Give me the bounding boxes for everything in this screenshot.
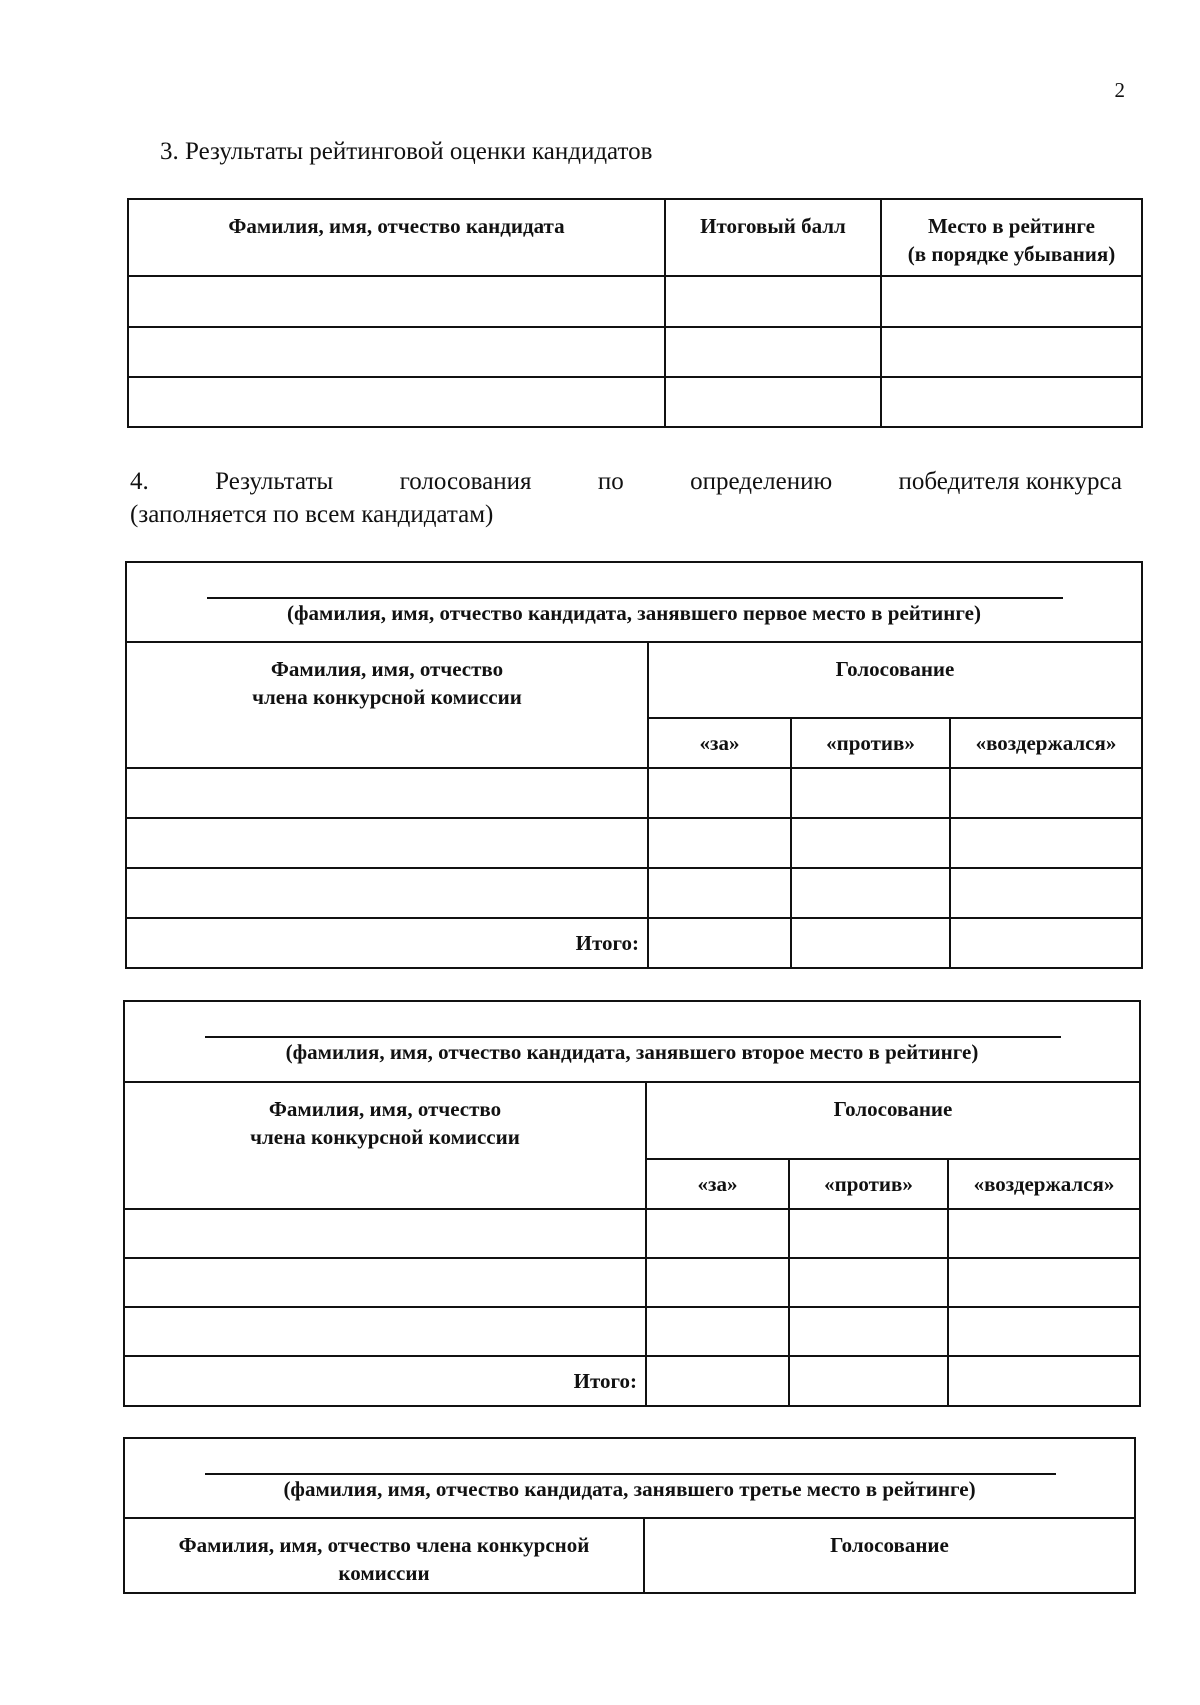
empty-cell[interactable] bbox=[126, 818, 648, 868]
candidate-caption: (фамилия, имя, отчество кандидата, занявшего третье место в рейтинге) bbox=[283, 1477, 976, 1501]
section-4-heading-line2: (заполняется по всем кандидатам) bbox=[130, 501, 494, 528]
empty-cell[interactable] bbox=[950, 768, 1142, 818]
voting-table-second-place bbox=[123, 1000, 1141, 1407]
heading-word: победителя конкурса bbox=[898, 468, 1122, 495]
empty-cell[interactable] bbox=[948, 1209, 1140, 1258]
table-row bbox=[128, 377, 1142, 427]
empty-cell[interactable] bbox=[646, 1209, 789, 1258]
empty-cell[interactable] bbox=[126, 768, 648, 818]
table-row bbox=[128, 276, 1142, 327]
rating-place-note: (в порядке убывания) bbox=[907, 242, 1116, 266]
empty-cell[interactable] bbox=[881, 377, 1142, 427]
empty-cell[interactable] bbox=[948, 1258, 1140, 1307]
col-header-total-score: Итоговый балл bbox=[665, 199, 881, 276]
heading-word: голосования bbox=[399, 468, 532, 495]
empty-cell[interactable] bbox=[665, 276, 881, 327]
section-4-heading-line1 bbox=[130, 465, 1122, 498]
total-abstain-cell[interactable] bbox=[948, 1356, 1140, 1406]
heading-word: Результаты bbox=[215, 468, 334, 495]
total-for-cell[interactable] bbox=[648, 918, 791, 968]
member-header-line: члена конкурсной комиссии bbox=[252, 685, 522, 709]
empty-cell[interactable] bbox=[789, 1307, 948, 1356]
empty-cell[interactable] bbox=[950, 868, 1142, 918]
total-for-cell[interactable] bbox=[646, 1356, 789, 1406]
table-row bbox=[124, 1209, 1140, 1258]
total-row bbox=[126, 918, 1142, 968]
candidate-name-line bbox=[205, 1036, 1061, 1038]
candidate-name-line bbox=[207, 597, 1063, 599]
total-row bbox=[124, 1356, 1140, 1406]
empty-cell[interactable] bbox=[646, 1307, 789, 1356]
empty-cell[interactable] bbox=[948, 1307, 1140, 1356]
section-4-heading bbox=[130, 465, 1122, 531]
empty-cell[interactable] bbox=[791, 818, 950, 868]
voting-header: Голосование bbox=[646, 1082, 1140, 1159]
section-3-heading: 3. Результаты рейтинговой оценки кандидатов bbox=[160, 138, 653, 165]
empty-cell[interactable] bbox=[124, 1258, 646, 1307]
total-label: Итого: bbox=[126, 918, 648, 968]
rating-results-table bbox=[127, 198, 1143, 428]
vote-for-header: «за» bbox=[646, 1159, 789, 1209]
empty-cell[interactable] bbox=[665, 327, 881, 377]
vote-against-header: «против» bbox=[791, 718, 950, 768]
member-header-line: Фамилия, имя, отчество члена конкурсной bbox=[178, 1533, 590, 1557]
empty-cell[interactable] bbox=[648, 818, 791, 868]
page-number: 2 bbox=[1114, 78, 1125, 102]
empty-cell[interactable] bbox=[124, 1307, 646, 1356]
member-name-header bbox=[124, 1518, 644, 1593]
empty-cell[interactable] bbox=[789, 1258, 948, 1307]
empty-cell[interactable] bbox=[646, 1258, 789, 1307]
empty-cell[interactable] bbox=[665, 377, 881, 427]
vote-for-header: «за» bbox=[648, 718, 791, 768]
voting-header: Голосование bbox=[648, 642, 1142, 718]
rating-place-label: Место в рейтинге bbox=[927, 214, 1095, 238]
col-header-rating-place bbox=[881, 199, 1142, 276]
member-header-line: члена конкурсной комиссии bbox=[250, 1125, 520, 1149]
heading-word: 4. bbox=[130, 468, 149, 495]
empty-cell[interactable] bbox=[789, 1209, 948, 1258]
heading-word: по bbox=[597, 468, 624, 495]
col-header-candidate-name: Фамилия, имя, отчество кандидата bbox=[128, 199, 665, 276]
empty-cell[interactable] bbox=[124, 1209, 646, 1258]
table-row bbox=[126, 818, 1142, 868]
candidate-name-line bbox=[205, 1473, 1056, 1475]
candidate-caption-cell[interactable] bbox=[124, 1438, 1135, 1518]
empty-cell[interactable] bbox=[791, 868, 950, 918]
total-abstain-cell[interactable] bbox=[950, 918, 1142, 968]
total-against-cell[interactable] bbox=[791, 918, 950, 968]
voting-table-third-place bbox=[123, 1437, 1136, 1594]
empty-cell[interactable] bbox=[881, 276, 1142, 327]
member-name-header bbox=[126, 642, 648, 768]
candidate-caption-cell[interactable] bbox=[124, 1001, 1140, 1082]
empty-cell[interactable] bbox=[128, 276, 665, 327]
empty-cell[interactable] bbox=[648, 768, 791, 818]
empty-cell[interactable] bbox=[791, 768, 950, 818]
candidate-caption: (фамилия, имя, отчество кандидата, занявшего второе место в рейтинге) bbox=[285, 1040, 979, 1064]
total-label: Итого: bbox=[124, 1356, 646, 1406]
candidate-caption: (фамилия, имя, отчество кандидата, занявшего первое место в рейтинге) bbox=[287, 601, 981, 625]
voting-table-first-place bbox=[125, 561, 1143, 969]
member-header-line: Фамилия, имя, отчество bbox=[270, 657, 504, 681]
vote-abstain-header: «воздержался» bbox=[950, 718, 1142, 768]
table-row bbox=[126, 868, 1142, 918]
heading-word: определению bbox=[690, 468, 833, 495]
vote-against-header: «против» bbox=[789, 1159, 948, 1209]
total-against-cell[interactable] bbox=[789, 1356, 948, 1406]
vote-abstain-header: «воздержался» bbox=[948, 1159, 1140, 1209]
empty-cell[interactable] bbox=[950, 818, 1142, 868]
table-row bbox=[124, 1258, 1140, 1307]
member-header-line: Фамилия, имя, отчество bbox=[268, 1097, 502, 1121]
empty-cell[interactable] bbox=[128, 327, 665, 377]
member-header-line: комиссии bbox=[338, 1561, 430, 1585]
empty-cell[interactable] bbox=[126, 868, 648, 918]
table-row bbox=[128, 327, 1142, 377]
empty-cell[interactable] bbox=[881, 327, 1142, 377]
voting-header: Голосование bbox=[644, 1518, 1135, 1593]
member-name-header bbox=[124, 1082, 646, 1209]
candidate-caption-cell[interactable] bbox=[126, 562, 1142, 642]
empty-cell[interactable] bbox=[648, 868, 791, 918]
empty-cell[interactable] bbox=[128, 377, 665, 427]
table-row bbox=[126, 768, 1142, 818]
table-row bbox=[124, 1307, 1140, 1356]
